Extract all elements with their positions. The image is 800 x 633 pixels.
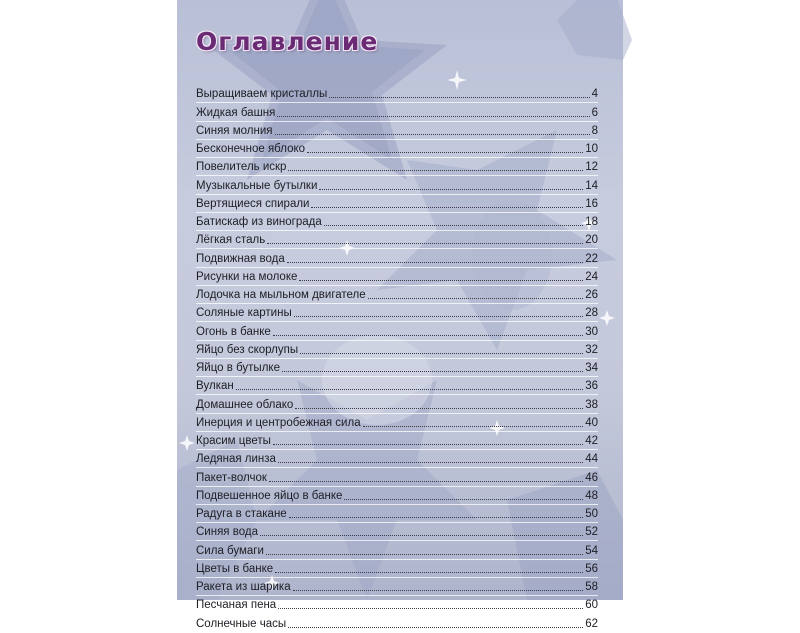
toc-entry-page-number: 34 xyxy=(585,362,598,374)
toc-dot-leader xyxy=(295,408,583,409)
toc-dot-leader xyxy=(278,608,583,609)
toc-entry xyxy=(196,122,598,140)
toc-entry-title: Сила бумаги xyxy=(196,544,264,557)
toc-dot-leader xyxy=(311,207,583,208)
toc-dot-leader xyxy=(363,426,584,427)
toc-entry xyxy=(196,231,598,249)
toc-entry xyxy=(196,560,598,578)
page-title: Оглавление xyxy=(196,27,379,56)
toc-entry-title: Вертящиеся спирали xyxy=(196,197,310,210)
toc-dot-leader xyxy=(278,462,583,463)
toc-entry xyxy=(196,487,598,505)
toc-entry-page-number: 54 xyxy=(585,544,598,557)
toc-dot-leader xyxy=(289,517,584,518)
toc-dot-leader xyxy=(275,134,590,135)
toc-entry-title: Песчаная пена xyxy=(196,599,277,612)
toc-entry-title: Пакет-волчок xyxy=(196,471,267,484)
toc-entry-page-number: 4 xyxy=(591,88,598,101)
toc-entry-page-number: 26 xyxy=(585,289,598,301)
toc-dot-leader xyxy=(236,389,583,390)
toc-entry xyxy=(196,505,598,523)
toc-entry-page-number: 10 xyxy=(585,143,598,155)
toc-dot-leader xyxy=(307,152,583,153)
toc-entry xyxy=(196,140,598,158)
toc-entry-title: Соляные картины xyxy=(196,307,292,320)
toc-entry-page-number: 6 xyxy=(591,106,598,119)
toc-entry xyxy=(196,450,598,468)
toc-entry xyxy=(196,377,598,395)
toc-entry-page-number: 44 xyxy=(585,453,598,466)
toc-entry-page-number: 8 xyxy=(591,124,598,137)
toc-entry-title: Домашнее облако xyxy=(196,398,294,411)
toc-entry-title: Повелитель искр xyxy=(196,161,287,174)
toc-dot-leader xyxy=(319,189,583,190)
toc-entry-title: Выращиваем кристаллы xyxy=(196,88,328,101)
toc-entry xyxy=(196,103,598,121)
toc-entry-page-number: 28 xyxy=(585,307,598,320)
toc-entry-page-number: 58 xyxy=(585,581,598,593)
toc-dot-leader xyxy=(344,499,583,500)
toc-entry xyxy=(196,596,598,614)
toc-dot-leader xyxy=(293,590,584,591)
toc-entry-title: Цветы в банке xyxy=(196,562,274,575)
toc-page xyxy=(177,0,623,630)
toc-dot-leader xyxy=(300,353,583,354)
toc-entry-page-number: 52 xyxy=(585,526,598,539)
toc-entry xyxy=(196,268,598,286)
toc-entry-title: Яйцо в бутылке xyxy=(196,362,280,374)
toc-entry-title: Ледяная линза xyxy=(196,453,276,466)
toc-entry-title: Лёгкая сталь xyxy=(196,234,266,247)
toc-entry-title: Красим цветы xyxy=(196,435,271,447)
toc-dot-leader xyxy=(368,298,584,299)
toc-entry-page-number: 12 xyxy=(585,161,598,174)
toc-entry-title: Рисунки на молоке xyxy=(196,270,298,283)
toc-entry xyxy=(196,414,598,432)
toc-entry-title: Музыкальные бутылки xyxy=(196,179,318,192)
toc-entry xyxy=(196,286,598,304)
toc-dot-leader xyxy=(273,444,583,445)
toc-entry xyxy=(196,395,598,413)
toc-entry-page-number: 48 xyxy=(585,489,598,502)
toc-entry-title: Инерция и центробежная сила xyxy=(196,416,361,429)
toc-entry-page-number: 42 xyxy=(585,435,598,447)
toc-entry-page-number: 18 xyxy=(585,216,598,228)
toc-entry-page-number: 22 xyxy=(585,252,598,265)
toc-entry-title: Синяя вода xyxy=(196,526,258,539)
toc-entry-page-number: 62 xyxy=(585,617,598,630)
toc-entry-title: Яйцо без скорлупы xyxy=(196,343,299,356)
toc-entry xyxy=(196,614,598,632)
toc-entry xyxy=(196,249,598,267)
toc-entry xyxy=(196,322,598,340)
toc-entry xyxy=(196,359,598,377)
toc-entry-title: Бесконечное яблоко xyxy=(196,143,306,155)
toc-entry-title: Синяя молния xyxy=(196,124,273,137)
toc-entry xyxy=(196,85,598,103)
toc-dot-leader xyxy=(269,481,583,482)
toc-dot-leader xyxy=(267,243,583,244)
toc-entry-page-number: 14 xyxy=(585,179,598,192)
toc-entry-page-number: 20 xyxy=(585,234,598,247)
toc-entry xyxy=(196,195,598,213)
toc-entry xyxy=(196,176,598,194)
toc-entry-title: Огонь в банке xyxy=(196,325,271,338)
toc-entry xyxy=(196,158,598,176)
toc-entry-title: Вулкан xyxy=(196,380,234,393)
toc-entry-title: Ракета из шарика xyxy=(196,581,291,593)
toc-entry-page-number: 30 xyxy=(585,325,598,338)
toc-dot-leader xyxy=(282,371,583,372)
toc-entry xyxy=(196,432,598,450)
toc-entry-title: Радуга в стакане xyxy=(196,508,287,520)
toc-dot-leader xyxy=(288,627,583,628)
toc-dot-leader xyxy=(277,116,589,117)
toc-entry-page-number: 50 xyxy=(585,508,598,520)
toc-entry-page-number: 36 xyxy=(585,380,598,393)
toc-list xyxy=(196,85,598,633)
toc-entry-title: Лодочка на мыльном двигателе xyxy=(196,289,366,301)
toc-entry-page-number: 24 xyxy=(585,270,598,283)
toc-entry-page-number: 38 xyxy=(585,398,598,411)
toc-dot-leader xyxy=(273,335,583,336)
toc-dot-leader xyxy=(294,316,583,317)
toc-entry-title: Жидкая башня xyxy=(196,106,276,119)
toc-entry xyxy=(196,523,598,541)
toc-entry-title: Подвижная вода xyxy=(196,252,285,265)
toc-entry xyxy=(196,541,598,559)
toc-entry xyxy=(196,468,598,486)
toc-dot-leader xyxy=(275,572,583,573)
toc-entry-page-number: 32 xyxy=(585,343,598,356)
toc-dot-leader xyxy=(288,170,583,171)
toc-dot-leader xyxy=(324,225,583,226)
toc-entry-title: Солнечные часы xyxy=(196,617,287,630)
toc-entry xyxy=(196,341,598,359)
toc-entry-page-number: 60 xyxy=(585,599,598,612)
toc-entry-page-number: 40 xyxy=(585,416,598,429)
toc-dot-leader xyxy=(299,280,583,281)
toc-entry-title: Батискаф из винограда xyxy=(196,216,322,228)
toc-dot-leader xyxy=(266,554,583,555)
toc-entry-page-number: 56 xyxy=(585,562,598,575)
toc-entry-page-number: 46 xyxy=(585,471,598,484)
toc-entry xyxy=(196,304,598,322)
toc-entry-title: Подвешенное яйцо в банке xyxy=(196,489,343,502)
toc-dot-leader xyxy=(287,262,583,263)
toc-entry-page-number: 16 xyxy=(585,197,598,210)
toc-dot-leader xyxy=(329,97,589,98)
toc-dot-leader xyxy=(260,535,583,536)
toc-entry xyxy=(196,213,598,231)
toc-entry xyxy=(196,578,598,596)
